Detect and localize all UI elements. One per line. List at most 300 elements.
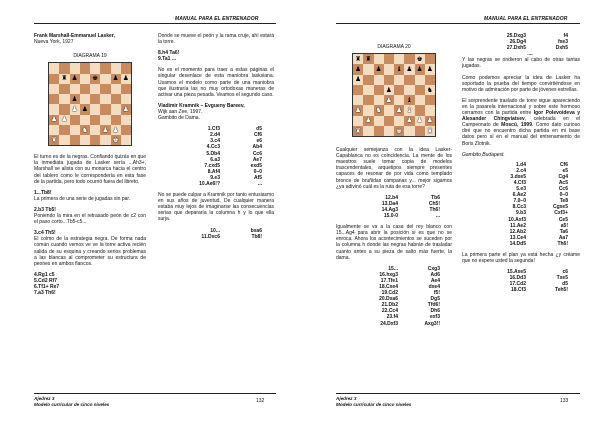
white-move: 15.Axe5 [507,269,526,276]
paragraph: Donde se mueve el peón y la rama cruje, ahí estará la torre. [158,33,274,46]
game-heading-location: Wijk aan Zee, 1997. [158,108,203,115]
black-move: Axg3!! [424,320,440,327]
board-square [394,126,404,136]
board-square [363,95,373,105]
player-names: Igor Polevoideva y Alexander Chingviatsev [462,110,580,123]
white-move: 16.Dd3 [509,275,526,282]
board-square [100,74,110,84]
move-line: 4.Rg1 c5 [34,271,55,278]
black-move: Cg4 [558,173,568,180]
board-square [59,115,69,125]
board-square [363,64,373,74]
board-square [111,104,121,114]
board-square [111,115,121,125]
black-pawn-icon: ♟ [385,85,392,94]
move-list [186,126,274,187]
board-square [425,64,435,74]
board-square [121,63,131,73]
board-square [49,84,59,94]
black-knight-icon: ♞ [426,85,433,94]
board-square [415,95,425,105]
white-pawn-icon: ♟ [385,95,392,104]
chess-diagram [352,53,436,137]
paragraph: El turno es de la negras. Confiando quizás en que la inmediata jugada de Lasker sería ...Ah3+, Marshall se alista con su monarca hacia el centro del tablero como le correspondería en esta fase de la partida, pero todo ocurrió fuera del libreto. [34,154,146,185]
ellipsis: .... [527,51,533,58]
board-square [49,94,59,104]
black-move: Ce5 [558,216,568,223]
board-square [425,105,435,115]
white-move: 1.Cf3 [207,126,220,133]
move-line: 5.Cd2 Rf7 [34,277,58,284]
board-square [384,75,394,85]
move-line: 8.h4 Ta6! [158,50,180,57]
board-square [425,75,435,85]
right-column-2 [462,33,580,294]
white-move: 15... [388,265,398,272]
paragraph [462,98,580,147]
board-square [121,125,131,135]
black-move: f4 [563,33,568,39]
board-square [374,75,384,85]
board-square [100,63,110,73]
black-move: Teh5! [555,287,568,294]
text-span: . Como dato curioso diré que no encuentro dicha partida en mi base datos pero sí en el manual del entrenamiento de Boris Zlotnik. [462,122,580,147]
footer-line-1: Ajedrez 3 [34,396,55,401]
white-move: 27.Dxh5 [506,45,526,52]
paragraph: Poniendo la mira en el retrasado peón de c2 con el paso corto...Tb5-c5... [34,213,146,226]
board-square [100,104,110,114]
white-move: 16.hxg3 [379,271,398,278]
board-square [353,75,363,85]
white-pawn-icon: ♟ [122,105,129,114]
white-pawn-icon: ♟ [365,116,372,125]
black-move: dxe4 [428,283,440,290]
board-square [415,85,425,95]
white-move: 2.c4 [516,167,526,174]
board-square [90,63,100,73]
black-move: Th6! [557,240,568,247]
page-header-title: MANUAL PARA EL ENTRENADOR [484,16,568,22]
white-move: 4.Cc3 [206,144,220,151]
paragraph: Cualquier semejanza con la idea Lasker-Capablanca no es coincidencia. La mente de los maestros suele tomar copia de modelos trascendentales, arquetipos siempre presentes capaces de resonar de por vida como templado bronce de bruñidas campanas y... mejor sigamos ¿ya adivinó cuál es la ruta de esa torre? [336,147,452,190]
move-line: 6.Tf1+ Re7 [34,283,60,290]
board-square [384,116,394,126]
black-pawn-icon: ♟ [112,74,119,83]
board-square [404,75,414,85]
board-square [404,95,414,105]
board-square [394,54,404,64]
board-square [100,125,110,135]
diagram-title: DIAGRAMA 20 [377,44,411,50]
white-pawn-icon: ♟ [426,116,433,125]
black-move: ... [435,213,440,220]
black-pawn-icon: ♟ [406,65,413,74]
move-list [186,228,274,240]
board-square [384,126,394,136]
black-pawn-icon: ♟ [122,74,129,83]
board-square [353,95,363,105]
black-move: Te8 [559,198,568,205]
black-move: Cc6 [252,150,262,157]
board-square [100,135,110,145]
white-move: 25.Dxg3 [506,33,526,39]
footer-line-2: Modelo curricular de cinco niveles [336,402,412,407]
page-header-title: MANUAL PARA EL ENTRENADOR [175,16,259,22]
white-move: 9.b3 [515,210,526,217]
board-square [425,54,435,64]
board-square [415,54,425,64]
white-move: 3.c4 [210,138,220,145]
board-square [80,125,90,135]
board-square [363,105,373,115]
white-move: 11.Dxc6 [201,233,220,240]
board-square [353,54,363,64]
move-text: 2.b3 Tb5! [34,206,56,213]
header-rule [336,23,580,24]
white-move: 6.a3 [210,156,220,163]
board-square [384,54,394,64]
black-move: d5 [562,281,568,288]
black-move: a5! [560,222,568,229]
black-pawn-icon: ♟ [81,105,88,114]
black-move: 0–0 [253,168,262,175]
black-move: Ae7 [252,156,262,163]
white-rook-icon: ♜ [355,126,362,135]
white-move: 7.cxd5 [204,162,220,169]
board-square [353,116,363,126]
black-move: Ch5! [428,200,440,207]
board-square [90,94,100,104]
event-name: Moscú, 1999 [501,122,532,129]
board-square [100,84,110,94]
board-square [111,84,121,94]
board-square [70,94,80,104]
white-move: 17.Tfe1 [380,277,398,284]
move-list [492,162,580,247]
board-square [363,116,373,126]
board-square [415,126,425,136]
white-move: 4.Cf3 [513,179,526,186]
board-square [415,64,425,74]
white-move: 17.Cd2 [509,281,526,288]
board-square [59,104,69,114]
white-move: 10.Axf3 [508,216,526,223]
black-move: Cc6 [558,186,568,193]
black-rook-icon: ♜ [365,54,372,63]
black-move: Ta6 [559,228,568,235]
black-move: Af5 [253,174,262,181]
left-column-2 [158,33,274,240]
white-move: 11.Ae2 [510,222,526,229]
board-square [353,85,363,95]
board-square [374,64,384,74]
board-square [59,94,69,104]
move-text: 1...Tb8! [34,189,52,196]
board-square [121,74,131,84]
white-knight-icon: ♞ [375,106,382,115]
white-bishop-icon: ♝ [406,106,413,115]
board-square [374,54,384,64]
board-square [374,126,384,136]
right-page [300,0,600,424]
white-pawn-icon: ♟ [61,115,68,124]
black-move: Aa7 [558,234,568,241]
board-square [384,85,394,95]
white-move: 10... [210,227,220,234]
white-pawn-icon: ♟ [51,115,58,124]
board-square [425,95,435,105]
board-square [394,85,404,95]
board-square [394,105,404,115]
board-square [404,54,414,64]
black-move: Ab4 [252,144,262,151]
board-square [90,125,100,135]
white-move: 8.Af4 [207,168,220,175]
black-king-icon: ♚ [416,54,423,63]
black-move: Ac5 [558,179,568,186]
black-rook-icon: ♜ [61,74,68,83]
board-square [374,105,384,115]
black-move: Tb8! [251,233,262,240]
black-move: exf3 [429,314,440,321]
move-list [364,266,452,327]
white-pawn-icon: ♟ [71,105,78,114]
black-king-icon: ♚ [92,74,99,83]
board-square [363,85,373,95]
board-square [80,115,90,125]
black-move: Dg5 [430,296,440,303]
white-pawn-icon: ♟ [416,116,423,125]
diagram-title: DIAGRAMA 19 [73,53,107,60]
board-square [415,105,425,115]
black-move: Cxf3+ [554,210,568,217]
board-square [70,125,80,135]
black-move: Cf6 [559,161,568,168]
black-rook-icon: ♜ [355,54,362,63]
black-move: f5! [433,290,440,297]
board-square [111,94,121,104]
board-square [100,115,110,125]
white-pawn-icon: ♟ [355,106,362,115]
white-move: 12.b4 [385,194,398,201]
board-square [90,74,100,84]
white-pawn-icon: ♟ [102,125,109,134]
black-pawn-icon: ♟ [416,65,423,74]
move-list [492,33,580,51]
board-square [70,135,80,145]
white-move: 13.Da4 [381,200,398,207]
move-text: 3.c4 Th5! [34,230,56,237]
board-square [90,104,100,114]
black-move: Ad6 [430,271,440,278]
white-move: 18.Cf3 [510,287,526,294]
black-pawn-icon: ♟ [355,65,362,74]
paragraph: Igualmente se va a la casa del rey blanco con 15...Ag4 para abrir la posición si es que no se enroca. Ahora los acontecimientos se suceden por la columna h donde las negras habrán de trasladar cuanto antes a su pieza de salto más fuerte, la dama. [336,224,452,261]
move-list [492,269,580,293]
white-move: 2.d4 [209,132,220,139]
white-move: 5.Db4 [206,150,220,157]
white-rook-icon: ♜ [51,135,58,144]
game-heading: Vladimir Kramnik – Evgueny Bareev, [158,102,245,109]
board-square [121,104,131,114]
white-move: 22.Cc4 [381,308,398,315]
black-move: e5 [562,167,568,174]
board-square [90,135,100,145]
page-number: 132 [256,398,265,404]
black-move: Th6! [429,206,440,213]
white-move: 14.Dd5 [509,240,526,247]
board-square [425,116,435,126]
board-square [80,84,90,94]
board-square [111,74,121,84]
paragraph: No se puede culpar a Kramnik por tanto entusiasmo en sus años de juventud. De cualquier manera estaba muy lejos de imaginarse las consecuencias serias que depararía la columna h y lo que ella surja. [158,192,274,223]
board-square [111,135,121,145]
board-square [59,63,69,73]
black-move: e6 [256,138,262,145]
move-list [364,195,452,219]
board-square [353,126,363,136]
black-move: ... [257,180,262,187]
white-move: 26.Dg4 [509,39,526,46]
board-square [59,84,69,94]
white-move: 18.Cxe4 [379,283,398,290]
paragraph: La primera parte el plan ya está hecha ¿y créame que no espere usted la segunda! [462,252,580,265]
board-square [415,75,425,85]
white-king-icon: ♚ [396,126,403,135]
white-knight-icon: ♞ [81,125,88,134]
black-bishop-icon: ♝ [406,95,413,104]
black-move: fxe3 [557,39,568,46]
board-square [394,75,404,85]
white-move: 6.Ae2 [512,192,526,199]
board-square [59,125,69,135]
text-span: El sorprendente traslado de torre sigue apareciendo en la pasarela internacional y sobre este hermoso cerramos con la partida entre [462,97,580,117]
white-move: 7.0–0 [513,198,526,205]
board-square [80,135,90,145]
move-line: 7.a3 Th6! [34,290,56,297]
footer-rule [336,393,580,394]
board-square [49,104,59,114]
chess-diagram [48,62,132,146]
board-square [353,105,363,115]
board-square [363,75,373,85]
board-square [394,95,404,105]
black-pawn-icon: ♟ [375,65,382,74]
board-square [49,115,59,125]
board-square [111,125,121,135]
black-move: d5 [256,126,262,133]
board-square [404,116,414,126]
black-pawn-icon: ♟ [71,94,78,103]
white-king-icon: ♚ [112,135,119,144]
page-number: 133 [560,398,569,404]
board-square [70,74,80,84]
black-move: Txe5 [556,275,568,282]
white-move: 13.Ce4 [509,234,526,241]
board-square [70,104,80,114]
opening-name: Gambito de Dama. [158,115,200,122]
board-square [80,63,90,73]
black-move: exd5 [250,162,262,169]
board-square [384,95,394,105]
black-move: c6 [562,269,568,276]
board-square [90,84,100,94]
white-move: 8.Cc3 [512,204,526,211]
paragraph: El colmo de la estrategia negra. De forma nada común cuando vemos ve ve la torre activa recién salida de su esquina y creando serios problemas a las blancas al comprometer su estructura de peones en ambos flancos. [34,236,146,267]
black-pawn-icon: ♟ [71,74,78,83]
board-square [49,74,59,84]
board-square [100,94,110,104]
black-move: Ae4 [430,277,440,284]
white-move: 1.d4 [515,161,526,168]
move-line: 9.Ta1 ... [158,56,176,63]
game-heading-location: Nueva York, 1927 [34,39,74,46]
footer-line-2: Modelo curricular de cinco niveles [34,402,110,407]
white-move: 15.0-0 [383,213,398,220]
white-move: 21.Db2 [381,302,398,309]
footer-rule [34,393,276,394]
board-square [80,104,90,114]
board-square [121,115,131,125]
paragraph: No es el momento para traer a estas páginas el singular desenlace de esta maniobra lasksiana. Usamos el modelo como parte de una maniobra que ilustraría las no muy ortodoxas maneras de activar una pieza pesada. Veamos el segundo caso. [158,67,274,98]
board-square [49,125,59,135]
board-square [374,116,384,126]
white-move: 9.e3 [210,174,220,181]
black-bishop-icon: ♝ [396,65,403,74]
white-move: 10.Ae6!? [199,180,220,187]
black-pawn-icon: ♟ [355,75,362,84]
white-move: 14.Ag3 [381,206,398,213]
paragraph: Como podemos apreciar la idea de Lasker ha soportado la prueba del tiempo convirtiéndose en motivo de admiración por parte de jóvenes estrellas. [462,74,580,93]
board-square [394,116,404,126]
board-square [111,63,121,73]
white-pawn-icon: ♟ [112,125,119,134]
right-column-1 [336,44,452,327]
opening-name: Gambito Budapest. [462,151,505,158]
white-rook-icon: ♜ [426,126,433,135]
board-square [121,84,131,94]
paragraph: La primera de una serie de jugadas sin par. [34,195,131,202]
board-square [415,116,425,126]
footer-line-1: Ajedrez 3 [336,396,357,401]
board-square [363,126,373,136]
board-square [353,64,363,74]
board-square [59,74,69,84]
black-move: 0–0 [559,192,568,199]
board-square [80,94,90,104]
board-square [80,74,90,84]
board-square [70,84,80,94]
board-square [121,94,131,104]
board-square [425,126,435,136]
white-move: 24.Dxf3 [380,320,398,327]
black-move: Cxg3 [427,265,440,272]
white-move: 23.f4 [386,314,398,321]
board-square [70,63,80,73]
black-move: Cf6 [253,132,262,139]
white-pawn-icon: ♟ [396,106,403,115]
black-move: Tb6 [431,194,440,201]
board-square [121,135,131,145]
board-square [404,126,414,136]
black-move: Dxh5 [555,45,568,52]
board-square [384,105,394,115]
black-pawn-icon: ♟ [426,65,433,74]
board-square [394,64,404,74]
board-square [49,63,59,73]
white-move: 5.e3 [516,186,526,193]
board-square [404,85,414,95]
